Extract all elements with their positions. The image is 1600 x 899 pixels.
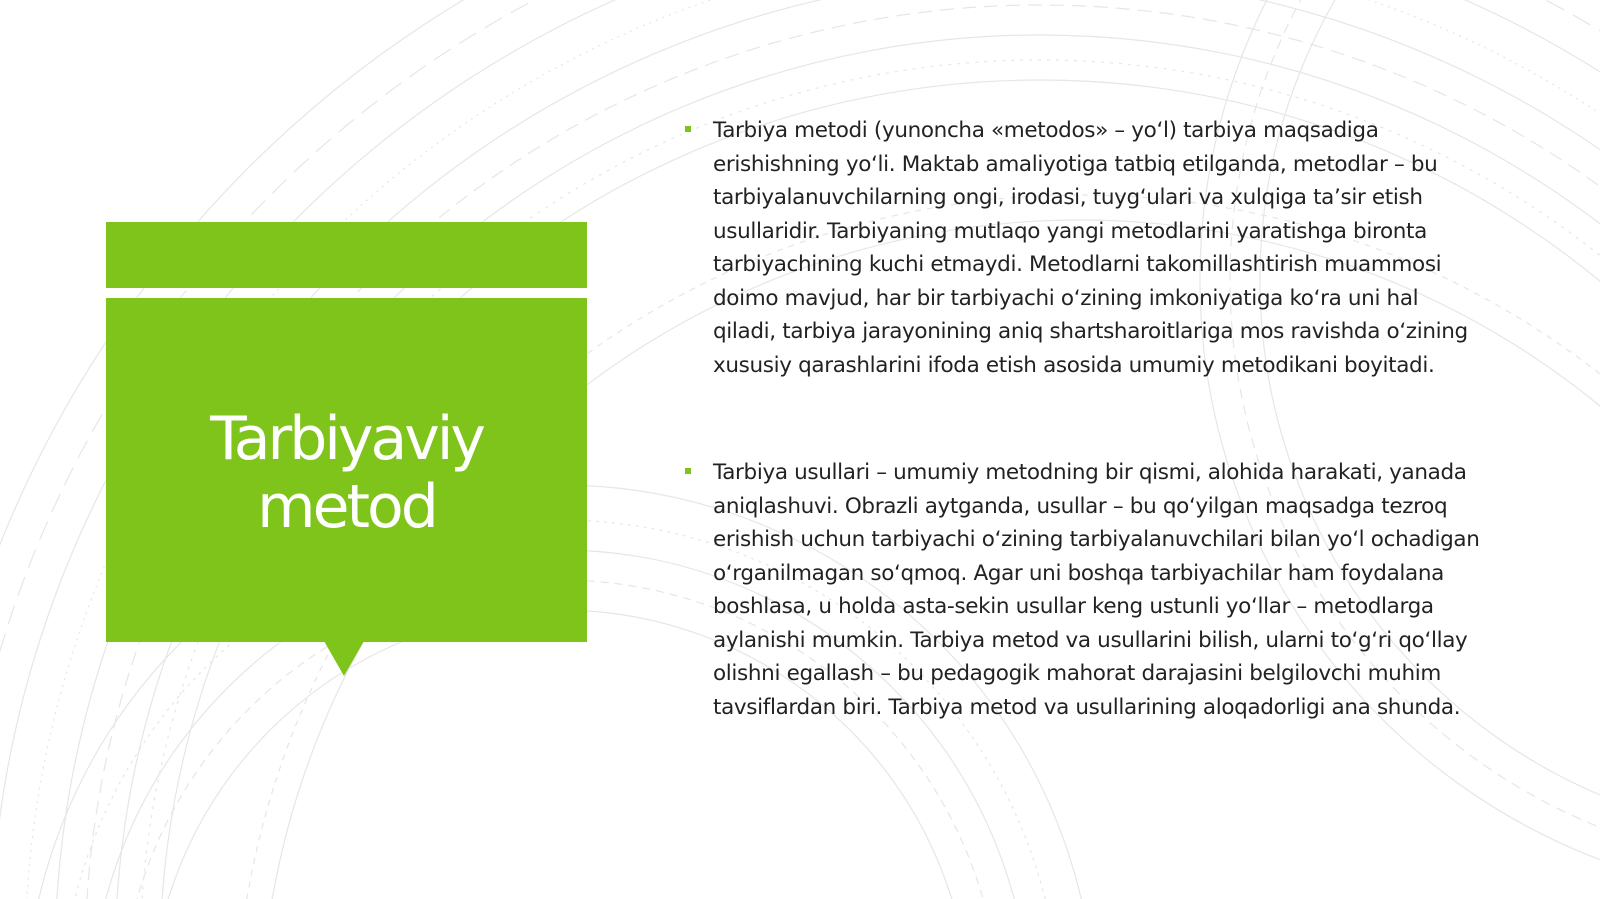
bullet-text: Tarbiya usullari – umumiy metodning bir qismi, alohida harakati, yanada aniqlashuvi. Obrazli aytganda, usullar – bu qo‘yilgan maqsadga tezroq erishish uchun tarbiyachi o‘zining tarbiyalanuvchilari bilan yo‘l ochadigan o‘rganilmagan so‘qmoq. Agar uni boshqa tarbiyachilar ham foydalana boshlasa, u holda asta-sekin usullar keng ustunli yo‘llar – metodlarga aylanishi mumkin. Tarbiya metod va usullarini bilish, ularni to‘g‘ri qo‘llay olishni egallash – bu pedagogik mahorat darajasini belgilovchi muhim tavsiflardan biri. Tarbiya metod va usullarining aloqadorligi ana shunda. [713,460,1480,720]
bullet-list [683,114,1483,724]
bullet-item [683,456,1483,724]
callout-pointer [324,641,364,676]
title-accent-band [106,222,587,288]
bullet-item [683,114,1483,382]
square-bullet-icon [685,126,691,132]
slide-title: Tarbiyaviy metod [210,404,483,542]
title-callout-box [106,298,587,642]
square-bullet-icon [685,468,691,474]
bullet-text: Tarbiya metodi (yunoncha «metodos» – yo‘l) tarbiya maqsadiga erishishning yo‘li. Maktab amaliyotiga tatbiq etilganda, metodlar – bu tarbiyalanuvchilarning ongi, irodasi, tuyg‘ulari va xulqiga ta’sir etish usullaridir. Tarbiyaning mutlaqo yangi metodlarini yaratishga bironta tarbiyachining kuchi etmaydi. Metodlarni takomillashtirish muammosi doimo mavjud, har bir tarbiyachi o‘zining imkoniyatiga ko‘ra uni hal qiladi, tarbiya jarayonining aniq shartsharoitlariga mos ravishda o‘zining xususiy qarashlarini ifoda etish asosida umumiy metodikani boyitadi. [713,118,1468,378]
